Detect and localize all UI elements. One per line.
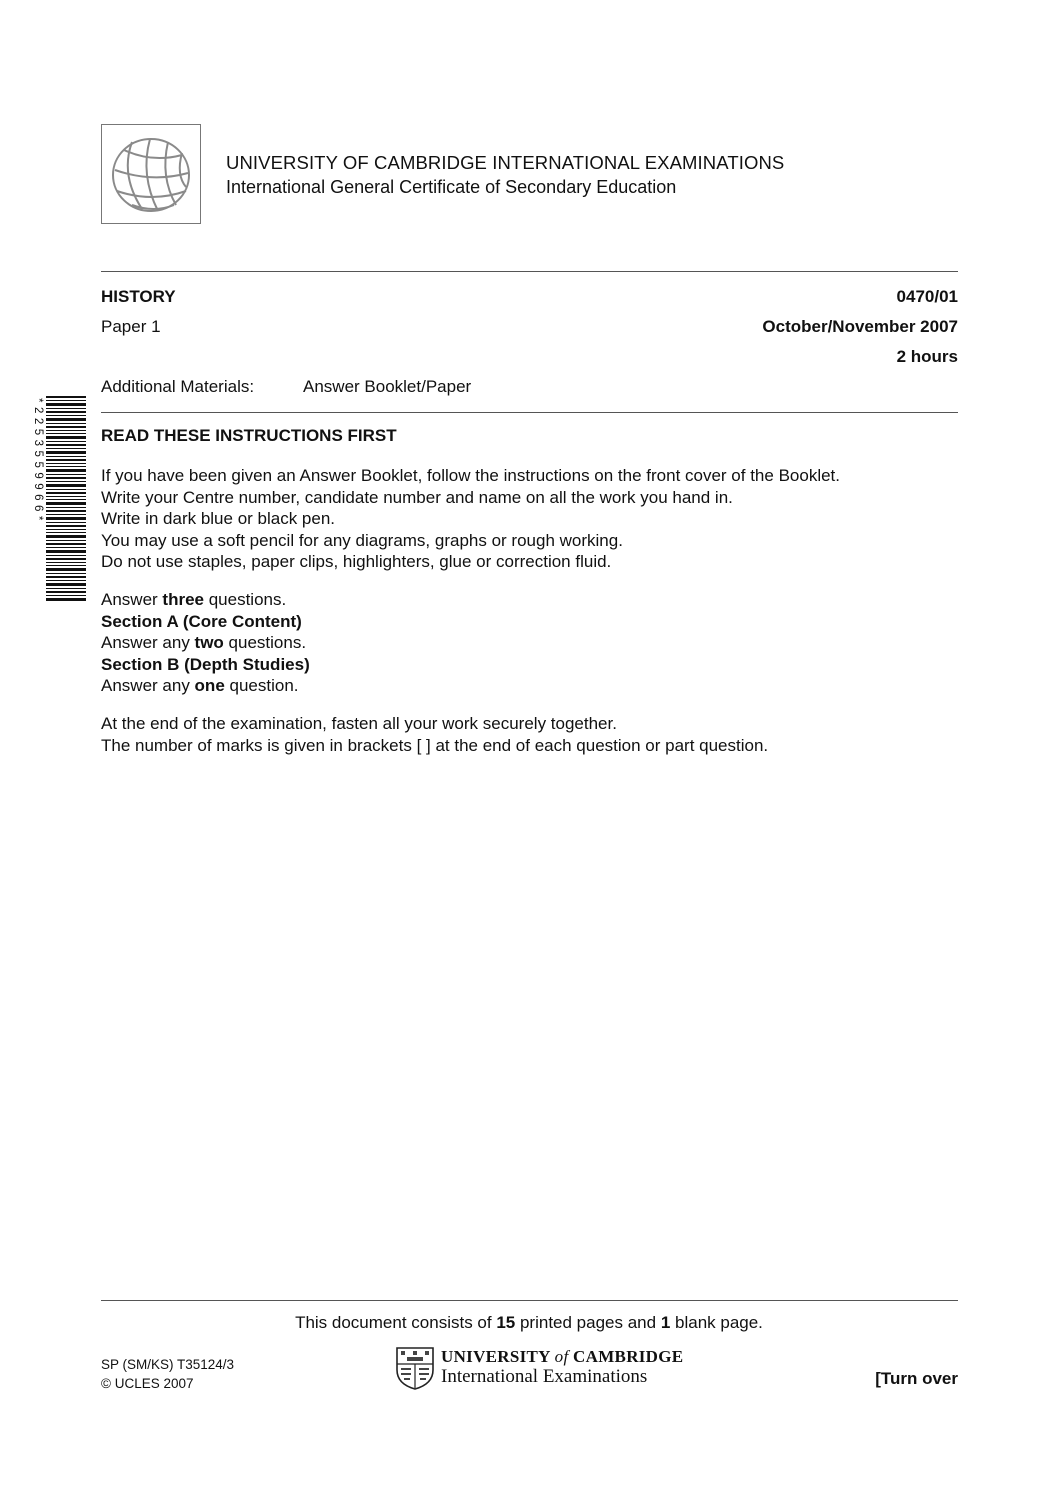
answer-requirements — [101, 589, 310, 697]
turn-over-note: [Turn over — [875, 1369, 958, 1388]
page-count-note: This document consists of 15 printed pages and 1 blank page. — [295, 1313, 763, 1332]
end-instructions — [101, 713, 768, 756]
footer-divider — [101, 1300, 958, 1301]
copyright-notice: © UCLES 2007 — [101, 1376, 194, 1391]
additional-materials-value: Answer Booklet/Paper — [303, 377, 472, 396]
instruction-line: If you have been given an Answer Booklet, follow the instructions on the front cover of the Booklet. — [101, 466, 840, 485]
section-b-requirement: Answer any one question. — [101, 676, 299, 695]
instructions-heading: READ THESE INSTRUCTIONS FIRST — [101, 426, 397, 445]
globe-icon — [102, 125, 202, 225]
reference-code: SP (SM/KS) T35124/3 — [101, 1357, 235, 1372]
subject-title: HISTORY — [101, 287, 176, 306]
exam-session: October/November 2007 — [762, 317, 958, 336]
section-b-title: Section B (Depth Studies) — [101, 654, 310, 674]
instructions-divider — [101, 412, 958, 413]
answer-total-line: Answer three questions. — [101, 590, 287, 609]
cie-globe-logo — [101, 124, 201, 224]
top-divider — [101, 271, 958, 272]
barcode-number: *2253559966* — [32, 398, 44, 525]
exam-board-name: UNIVERSITY OF CAMBRIDGE INTERNATIONAL EXAMINATIONS — [226, 152, 785, 173]
syllabus-code: 0470/01 — [896, 287, 958, 306]
paper-number: Paper 1 — [101, 317, 161, 336]
candidate-barcode — [32, 396, 88, 602]
additional-materials-label: Additional Materials: — [101, 377, 255, 396]
instruction-line: Write your Centre number, candidate number and name on all the work you hand in. — [101, 487, 733, 507]
fasten-instruction: At the end of the examination, fasten all your work securely together. — [101, 714, 617, 733]
marks-instruction: The number of marks is given in brackets [ ] at the end of each question or part question. — [101, 735, 769, 755]
general-instructions — [101, 465, 840, 573]
qualification-name: International General Certificate of Secondary Education — [226, 177, 677, 197]
document-reference — [101, 1355, 234, 1393]
instruction-line: Write in dark blue or black pen. — [101, 509, 336, 528]
section-a-title: Section A (Core Content) — [101, 611, 302, 631]
exam-duration: 2 hours — [896, 347, 958, 366]
ucie-wordmark-line2: International Examinations — [441, 1366, 648, 1387]
section-a-requirement: Answer any two questions. — [101, 633, 307, 652]
instruction-line: You may use a soft pencil for any diagrams, graphs or rough working. — [101, 530, 623, 550]
ucie-wordmark-line1: UNIVERSITY of CAMBRIDGE — [441, 1347, 684, 1366]
barcode-image — [32, 396, 88, 602]
cambridge-crest-logo — [395, 1346, 435, 1390]
crest-icon — [395, 1346, 435, 1390]
instruction-line: Do not use staples, paper clips, highlighters, glue or correction fluid. — [101, 552, 612, 571]
